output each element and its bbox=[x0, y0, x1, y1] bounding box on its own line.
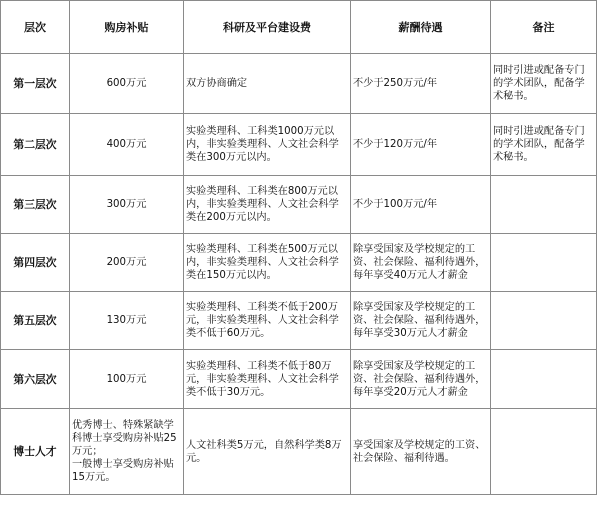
subsidy-cell: 300万元 bbox=[70, 176, 184, 234]
research-cell: 实验类理科、工科类不低于200万元，非实验类理科、人文社会科学类不低于60万元。 bbox=[184, 292, 351, 350]
research-cell: 双方协商确定 bbox=[184, 54, 351, 114]
research-cell: 实验类理科、工科类1000万元以内，非实验类理科、人文社会科学类在300万元以内。 bbox=[184, 114, 351, 176]
note-cell: 同时引进或配备专门的学术团队，配备学术秘书。 bbox=[491, 54, 597, 114]
subsidy-cell: 100万元 bbox=[70, 350, 184, 409]
level-cell: 第二层次 bbox=[1, 114, 70, 176]
research-cell: 实验类理科、工科类在800万元以内，非实验类理科、人文社会科学类在200万元以内。 bbox=[184, 176, 351, 234]
note-cell bbox=[491, 409, 597, 495]
subsidy-cell: 600万元 bbox=[70, 54, 184, 114]
note-cell bbox=[491, 176, 597, 234]
subsidy-cell: 优秀博士、特殊紧缺学科博士享受购房补贴25万元； 一般博士享受购房补贴15万元。 bbox=[70, 409, 184, 495]
header-salary: 薪酬待遇 bbox=[351, 1, 491, 54]
level-cell: 第三层次 bbox=[1, 176, 70, 234]
table-row bbox=[1, 234, 597, 292]
subsidy-cell: 200万元 bbox=[70, 234, 184, 292]
salary-cell: 除享受国家及学校规定的工资、社会保险、福利待遇外，每年享受40万元人才薪金 bbox=[351, 234, 491, 292]
level-cell: 第六层次 bbox=[1, 350, 70, 409]
table-row bbox=[1, 114, 597, 176]
level-cell: 第四层次 bbox=[1, 234, 70, 292]
header-level: 层次 bbox=[1, 1, 70, 54]
note-cell bbox=[491, 350, 597, 409]
table-row bbox=[1, 292, 597, 350]
research-cell: 实验类理科、工科类不低于80万元，非实验类理科、人文社会科学类不低于30万元。 bbox=[184, 350, 351, 409]
research-cell: 实验类理科、工科类在500万元以内，非实验类理科、人文社会科学类在150万元以内。 bbox=[184, 234, 351, 292]
salary-cell: 不少于120万元/年 bbox=[351, 114, 491, 176]
salary-cell: 不少于250万元/年 bbox=[351, 54, 491, 114]
research-cell: 人文社科类5万元，自然科学类8万元。 bbox=[184, 409, 351, 495]
table-row bbox=[1, 409, 597, 495]
header-subsidy: 购房补贴 bbox=[70, 1, 184, 54]
subsidy-cell: 130万元 bbox=[70, 292, 184, 350]
level-cell: 博士人才 bbox=[1, 409, 70, 495]
table-row bbox=[1, 54, 597, 114]
level-cell: 第一层次 bbox=[1, 54, 70, 114]
header-note: 备注 bbox=[491, 1, 597, 54]
salary-cell: 享受国家及学校规定的工资、社会保险、福利待遇。 bbox=[351, 409, 491, 495]
table-row bbox=[1, 350, 597, 409]
table-row bbox=[1, 176, 597, 234]
level-cell: 第五层次 bbox=[1, 292, 70, 350]
subsidy-cell: 400万元 bbox=[70, 114, 184, 176]
salary-cell: 不少于100万元/年 bbox=[351, 176, 491, 234]
header-research-fund: 科研及平台建设费 bbox=[184, 1, 351, 54]
note-cell: 同时引进或配备专门的学术团队，配备学术秘书。 bbox=[491, 114, 597, 176]
salary-cell: 除享受国家及学校规定的工资、社会保险、福利待遇外，每年享受20万元人才薪金 bbox=[351, 350, 491, 409]
note-cell bbox=[491, 234, 597, 292]
salary-cell: 除享受国家及学校规定的工资、社会保险、福利待遇外，每年享受30万元人才薪金 bbox=[351, 292, 491, 350]
note-cell bbox=[491, 292, 597, 350]
header-row bbox=[1, 1, 597, 54]
